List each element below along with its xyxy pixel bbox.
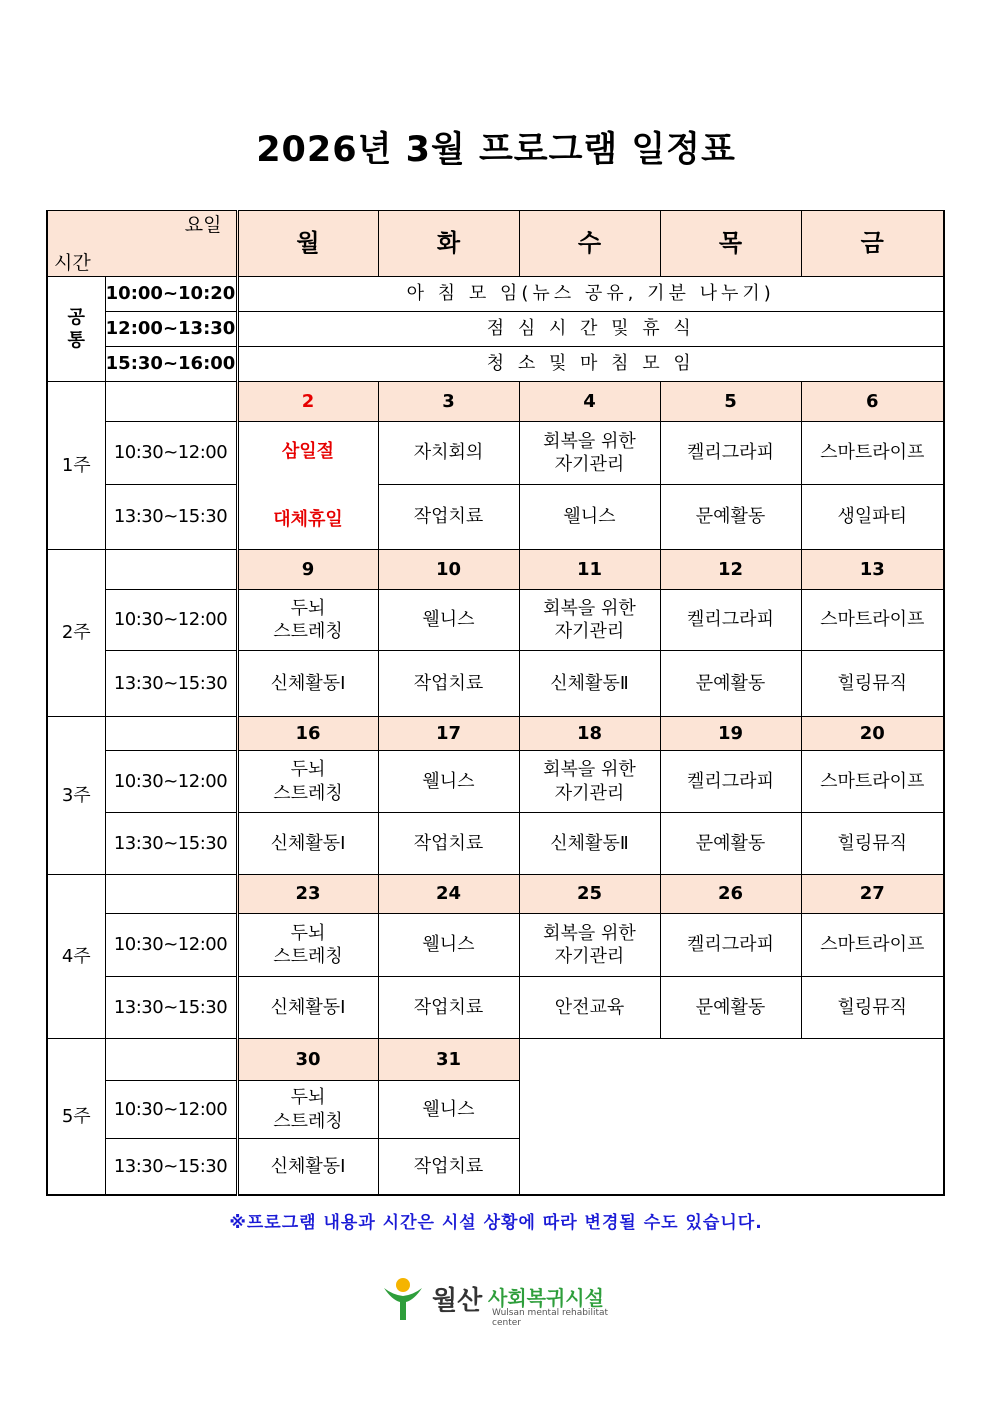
common-row — [47, 347, 944, 382]
pm-time: 13:30~15:30 — [105, 651, 237, 717]
date-cell: 11 — [519, 550, 660, 590]
corner-cell — [47, 211, 237, 277]
date-cell: 19 — [660, 717, 801, 751]
date-row-time-blank — [105, 382, 237, 422]
day-header: 금 — [801, 211, 944, 277]
program-cell: 웰니스 — [519, 485, 660, 550]
program-cell: 생일파티 — [801, 485, 944, 550]
day-header: 월 — [237, 211, 378, 277]
week-label: 2주 — [47, 550, 105, 717]
program-cell: 문예활동 — [660, 651, 801, 717]
program-cell: 스마트라이프 — [801, 590, 944, 651]
date-row-time-blank — [105, 717, 237, 751]
date-cell: 17 — [378, 717, 519, 751]
am-row — [47, 422, 944, 485]
pm-row — [47, 651, 944, 717]
date-cell: 16 — [237, 717, 378, 751]
am-time: 10:30~12:00 — [105, 751, 237, 813]
pm-time: 13:30~15:30 — [105, 977, 237, 1039]
common-row — [47, 277, 944, 312]
am-row — [47, 914, 944, 977]
week-label: 4주 — [47, 875, 105, 1039]
date-row-time-blank — [105, 550, 237, 590]
program-cell: 스마트라이프 — [801, 751, 944, 813]
program-cell: 웰니스 — [378, 1081, 519, 1139]
header-row — [47, 211, 944, 277]
week-label: 5주 — [47, 1039, 105, 1195]
schedule-table — [46, 210, 945, 1196]
program-cell: 신체활동Ⅱ — [519, 651, 660, 717]
logo-name: 월산 — [432, 1286, 483, 1316]
program-cell: 웰니스 — [378, 751, 519, 813]
corner-day-label: 요일 — [184, 214, 222, 236]
date-cell: 24 — [378, 875, 519, 914]
day-header: 수 — [519, 211, 660, 277]
program-cell: 회복을 위한 자기관리 — [519, 914, 660, 977]
program-cell: 웰니스 — [378, 590, 519, 651]
program-cell: 작업치료 — [378, 485, 519, 550]
date-cell: 5 — [660, 382, 801, 422]
logo-name-suffix: 사회복귀시설 — [488, 1286, 604, 1310]
program-cell: 켈리그라피 — [660, 422, 801, 485]
program-cell: 회복을 위한 자기관리 — [519, 422, 660, 485]
common-time: 10:00~10:20 — [105, 277, 237, 312]
date-cell: 12 — [660, 550, 801, 590]
date-cell: 6 — [801, 382, 944, 422]
program-cell: 힐링뮤직 — [801, 813, 944, 875]
common-row — [47, 312, 944, 347]
date-row — [47, 1039, 944, 1081]
am-time: 10:30~12:00 — [105, 914, 237, 977]
program-cell: 안전교육 — [519, 977, 660, 1039]
pm-time: 13:30~15:30 — [105, 813, 237, 875]
program-cell: 신체활동Ⅰ — [237, 977, 378, 1039]
page-title: 2026년 3월 프로그램 일정표 — [256, 130, 736, 170]
date-row — [47, 875, 944, 914]
common-activity: 아 침 모 임(뉴스 공유, 기분 나누기) — [237, 277, 944, 312]
program-cell: 스마트라이프 — [801, 422, 944, 485]
program-cell: 켈리그라피 — [660, 751, 801, 813]
program-cell: 작업치료 — [378, 977, 519, 1039]
program-cell: 회복을 위한 자기관리 — [519, 590, 660, 651]
date-cell: 10 — [378, 550, 519, 590]
program-cell: 신체활동Ⅱ — [519, 813, 660, 875]
program-cell: 두뇌 스트레칭 — [237, 1081, 378, 1139]
day-header: 화 — [378, 211, 519, 277]
date-cell: 20 — [801, 717, 944, 751]
program-cell: 회복을 위한 자기관리 — [519, 751, 660, 813]
logo-subtitle: Wulsan mental rehabilitat center — [492, 1308, 609, 1328]
week-label: 3주 — [47, 717, 105, 875]
date-cell: 27 — [801, 875, 944, 914]
corner-time-label: 시간 — [54, 252, 91, 275]
am-time: 10:30~12:00 — [105, 590, 237, 651]
date-cell: 18 — [519, 717, 660, 751]
program-cell: 자치회의 — [378, 422, 519, 485]
logo — [380, 1276, 620, 1326]
logo-mark-icon — [380, 1276, 426, 1322]
date-cell: 4 — [519, 382, 660, 422]
program-cell: 문예활동 — [660, 813, 801, 875]
date-cell: 9 — [237, 550, 378, 590]
date-row — [47, 717, 944, 751]
am-time: 10:30~12:00 — [105, 422, 237, 485]
date-cell: 3 — [378, 382, 519, 422]
program-cell: 문예활동 — [660, 977, 801, 1039]
holiday-cell: 삼일절 대체휴일 — [237, 422, 378, 550]
common-time: 12:00~13:30 — [105, 312, 237, 347]
date-cell: 25 — [519, 875, 660, 914]
pm-row — [47, 485, 944, 550]
program-cell: 신체활동Ⅰ — [237, 813, 378, 875]
program-cell: 웰니스 — [378, 914, 519, 977]
common-activity: 점 심 시 간 및 휴 식 — [237, 312, 944, 347]
date-cell: 2 — [237, 382, 378, 422]
date-cell: 26 — [660, 875, 801, 914]
program-cell: 스마트라이프 — [801, 914, 944, 977]
day-header: 목 — [660, 211, 801, 277]
program-cell: 두뇌 스트레칭 — [237, 914, 378, 977]
program-cell: 신체활동Ⅰ — [237, 1139, 378, 1195]
week-label: 1주 — [47, 382, 105, 550]
pm-time: 13:30~15:30 — [105, 1139, 237, 1195]
am-time: 10:30~12:00 — [105, 1081, 237, 1139]
date-cell: 30 — [237, 1039, 378, 1081]
program-cell: 작업치료 — [378, 1139, 519, 1195]
program-cell: 작업치료 — [378, 813, 519, 875]
date-row — [47, 550, 944, 590]
program-cell: 문예활동 — [660, 485, 801, 550]
date-cell: 13 — [801, 550, 944, 590]
date-cell: 23 — [237, 875, 378, 914]
program-cell: 작업치료 — [378, 651, 519, 717]
footnote: ※프로그램 내용과 시간은 시설 상황에 따라 변경될 수도 있습니다. — [229, 1213, 763, 1233]
program-cell: 켈리그라피 — [660, 914, 801, 977]
date-row — [47, 382, 944, 422]
program-cell: 두뇌 스트레칭 — [237, 751, 378, 813]
program-cell: 신체활동Ⅰ — [237, 651, 378, 717]
program-cell: 힐링뮤직 — [801, 977, 944, 1039]
date-row-time-blank — [105, 875, 237, 914]
common-activity: 청 소 및 마 침 모 임 — [237, 347, 944, 382]
date-cell: 31 — [378, 1039, 519, 1081]
common-label: 공 통 — [47, 277, 105, 382]
pm-row — [47, 977, 944, 1039]
empty-cell — [519, 1039, 944, 1195]
program-cell: 힐링뮤직 — [801, 651, 944, 717]
pm-row — [47, 813, 944, 875]
program-cell: 켈리그라피 — [660, 590, 801, 651]
am-row — [47, 751, 944, 813]
date-row-time-blank — [105, 1039, 237, 1081]
program-cell: 두뇌 스트레칭 — [237, 590, 378, 651]
common-time: 15:30~16:00 — [105, 347, 237, 382]
pm-time: 13:30~15:30 — [105, 485, 237, 550]
am-row — [47, 590, 944, 651]
